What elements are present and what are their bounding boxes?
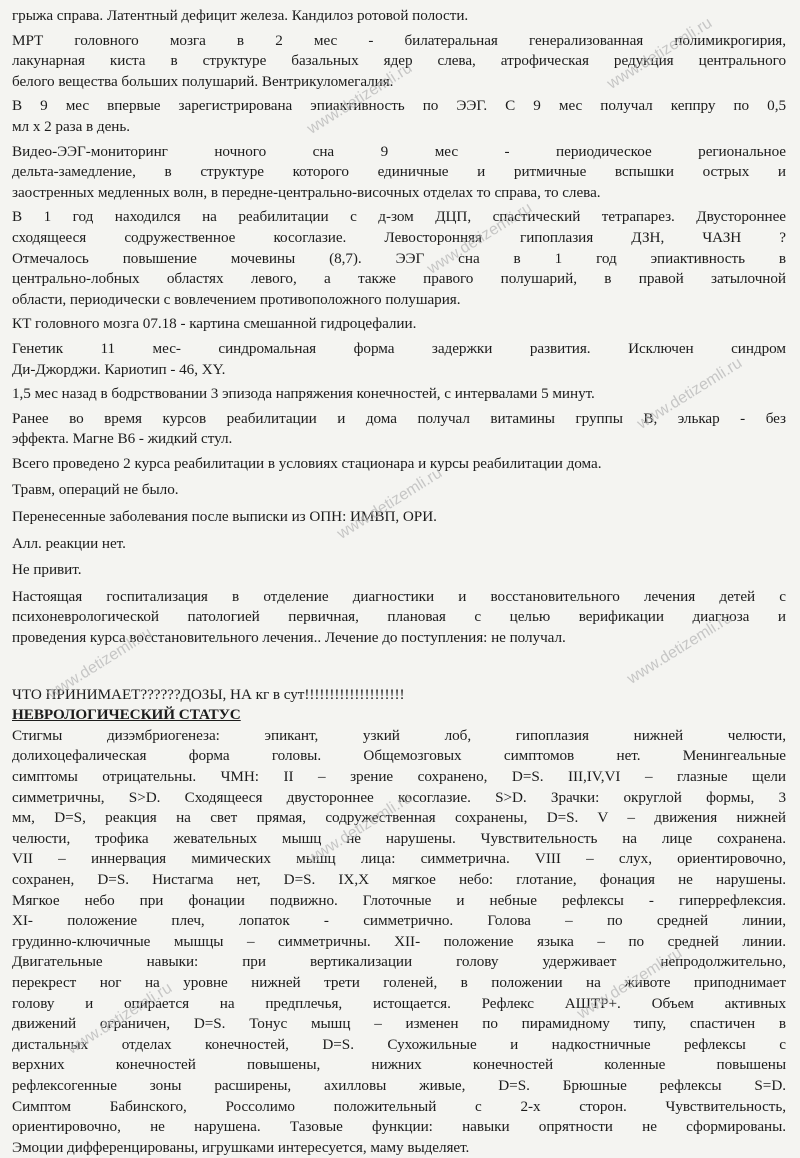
- watermark: www.detizemli.ru: [424, 199, 536, 278]
- section-heading: [12, 705, 786, 726]
- text-line: Травм, операций не было.: [12, 481, 179, 499]
- text-line: XI- положение плеч, лопаток - симметрично. Голова – по средней линии,: [12, 912, 786, 930]
- text-line: грудинно-ключичные мышцы – симметричны. XII- положение языка – по средней линии.: [12, 932, 786, 950]
- paragraph-complaints: [12, 6, 786, 27]
- text-line: Перенесенные заболевания после выписки из ОПН: ИМВП, ОРИ.: [12, 508, 437, 526]
- text-line: сохранен, D=S. Нистагма нет, D=S. IX,X мягкое небо: глотание, фонация не нарушены.: [12, 870, 786, 888]
- text-line: МРТ головного мозга в 2 мес - билатеральная генерализованная полимикрогирия,: [12, 31, 786, 49]
- text-line: голову и опирается на предплечья, истощается. Рефлекс АШТР+. Объем активных: [12, 994, 786, 1012]
- text-line: Не привит.: [12, 561, 82, 579]
- paragraph-neuro-status: [12, 726, 786, 1158]
- text-line: психоневрологической патологией первичная, плановая с целью верификации диагноза и: [12, 608, 786, 626]
- text-line: центрально-лобных областях левого, а также правого полушарий, в правой затылочной: [12, 270, 786, 288]
- paragraph-trauma: [12, 480, 786, 501]
- text-line: Эмоции дифференцированы, игрушками интересуется, маму выделяет.: [12, 1138, 470, 1156]
- question-line: [12, 685, 786, 706]
- text-line: ЧТО ПРИНИМАЕТ??????ДОЗЫ, НА кг в сут!!!!!!!!!!!!!!!!!!!!: [12, 685, 405, 703]
- watermark: www.detizemli.ru: [44, 624, 156, 703]
- watermark: www.detizemli.ru: [64, 979, 176, 1058]
- watermark: www.detizemli.ru: [304, 789, 416, 868]
- text-line: Настоящая госпитализация в отделение диагностики и восстановительного лечения детей с: [12, 587, 786, 605]
- text-line: сходящееся содружественное косоглазие. Левосторонняя гипоплазия ДЗН, ЧАЗН ?: [12, 228, 786, 246]
- paragraph-ct: [12, 314, 786, 335]
- text-line: симптомы отрицательны. ЧМН: II – зрение сохранено, D=S. III,IV,VI – глазные щели: [12, 768, 786, 785]
- watermark: www.detizemli.ru: [334, 464, 446, 543]
- text-line: Ранее во время курсов реабилитации и дома получал витамины группы В, элькар - без: [12, 409, 786, 427]
- paragraph-hospitalization: [12, 587, 786, 649]
- text-line: проведения курса восстановительного лечения.. Лечение до поступления: не получал.: [12, 629, 566, 647]
- text-line: Мягкое небо при фонации подвижно. Глоточные и небные рефлексы - гиперрефлексия.: [12, 891, 786, 909]
- paragraph-vaccination: [12, 560, 786, 581]
- text-line: белого вещества больших полушарий. Вентрикуломегалия.: [12, 72, 394, 90]
- text-line: КТ головного мозга 07.18 - картина смешанной гидроцефалии.: [12, 315, 417, 333]
- watermark: www.detizemli.ru: [304, 59, 416, 138]
- text-line: Симптом Бабинского, Россолимо положительный с 2-х сторон. Чувствительность,: [12, 1097, 786, 1115]
- text-line: В 1 год находился на реабилитации с д-зом ДЦП, спастический тетрапарез. Двустороннее: [12, 208, 786, 226]
- text-line: долихоцефалическая форма головы. Общемозговых симптомов нет. Менингеальные: [12, 747, 786, 765]
- text-line: заостренных медленных волн, в передне-центрально-височных отделах то справа, то слева.: [12, 183, 601, 201]
- text-line: перекрест ног на уровне нижней трети голеней, в положении на животе приподнимает: [12, 973, 786, 991]
- paragraph-mri: [12, 31, 786, 93]
- text-line: грыжа справа. Латентный дефицит железа. Кандилоз ротовой полости.: [12, 7, 469, 24]
- text-line: Видео-ЭЭГ-мониторинг ночного сна 9 мес - периодическое региональное: [12, 142, 786, 160]
- paragraph-rehab-courses: [12, 454, 786, 475]
- text-line: области, периодически с вовлечением противоположного полушария.: [12, 290, 461, 308]
- text-line: VII – иннервация мимических мышц лица: симметрична. VIII – слух, ориентировочно,: [12, 850, 786, 868]
- text-line: Отмечалось повышение мочевины (8,7). ЭЭГ сна в 1 год эпиактивность в: [12, 249, 786, 267]
- text-line: мм, D=S, реакция на свет прямая, содружественная сохранены, D=S. V – движения нижней: [12, 809, 786, 827]
- watermark: www.detizemli.ru: [634, 354, 746, 433]
- text-line: Генетик 11 мес- синдромальная форма задержки развития. Исключен синдром: [12, 339, 786, 357]
- text-line: рефлексогенные зоны расширены, ахилловы живые, D=S. Брюшные рефлексы S=D.: [12, 1076, 786, 1094]
- watermark: www.detizemli.ru: [604, 14, 716, 93]
- paragraph-vitamins: [12, 409, 786, 450]
- text-line: Алл. реакции нет.: [12, 534, 126, 552]
- heading-text: НЕВРОЛОГИЧЕСКИЙ СТАТУС: [12, 706, 241, 724]
- text-line: симметричны, S>D. Сходящееся двустороннее косоглазие. S>D. Зрачки: округлой формы, 3: [12, 788, 786, 806]
- text-line: дельта-замедление, в структуре которого единичные и ритмичные вспышки острых и: [12, 163, 786, 181]
- text-line: Стигмы дизэмбриогенеза: эпикант, узкий лоб, гипоплазия нижней челюсти,: [12, 726, 786, 744]
- text-line: челюсти, трофика жевательных мышц не нарушены. Чувствительность на лице сохранена.: [12, 829, 786, 847]
- watermark: www.detizemli.ru: [574, 944, 686, 1023]
- text-line: мл х 2 раза в день.: [12, 117, 130, 135]
- text-line: дистальных отделах конечностей, D=S. Сухожильные и надкостничные рефлексы с: [12, 1035, 786, 1053]
- text-line: верхних конечностей повышены, нижних конечностей коленные повышены: [12, 1056, 786, 1074]
- text-line: ориентировочно, не нарушена. Тазовые функции: навыки опрятности не сформированы.: [12, 1118, 786, 1136]
- paragraph-episodes: [12, 384, 786, 405]
- watermark: www.detizemli.ru: [624, 609, 736, 688]
- text-line: В 9 мес впервые зарегистрирована эпиактивность по ЭЭГ. С 9 мес получал кеппру по 0,5: [12, 97, 786, 115]
- text-line: 1,5 мес назад в бодрствовании 3 эпизода напряжения конечностей, с интервалами 5 минут.: [12, 385, 595, 403]
- paragraph-rehab-1year: [12, 207, 786, 310]
- paragraph-genetics: [12, 339, 786, 380]
- paragraph-video-eeg: [12, 142, 786, 204]
- paragraph-illnesses: [12, 507, 786, 528]
- text-line: лакунарная киста в структуре базальных ядер слева, атрофическая редукция центрального: [12, 52, 786, 70]
- text-line: Всего проведено 2 курса реабилитации в условиях стационара и курсы реабилитации дома.: [12, 454, 602, 472]
- text-line: эффекта. Магне В6 - жидкий стул.: [12, 430, 233, 448]
- text-line: Ди-Джорджи. Кариотип - 46, XY.: [12, 360, 226, 378]
- paragraph-eeg: [12, 96, 786, 137]
- text-line: движений ограничен, D=S. Тонус мышц – изменен по пирамидному типу, спастичен в: [12, 1015, 786, 1033]
- text-line: Двигательные навыки: при вертикализации голову удерживает непродолжительно,: [12, 953, 786, 971]
- paragraph-allergies: [12, 534, 786, 555]
